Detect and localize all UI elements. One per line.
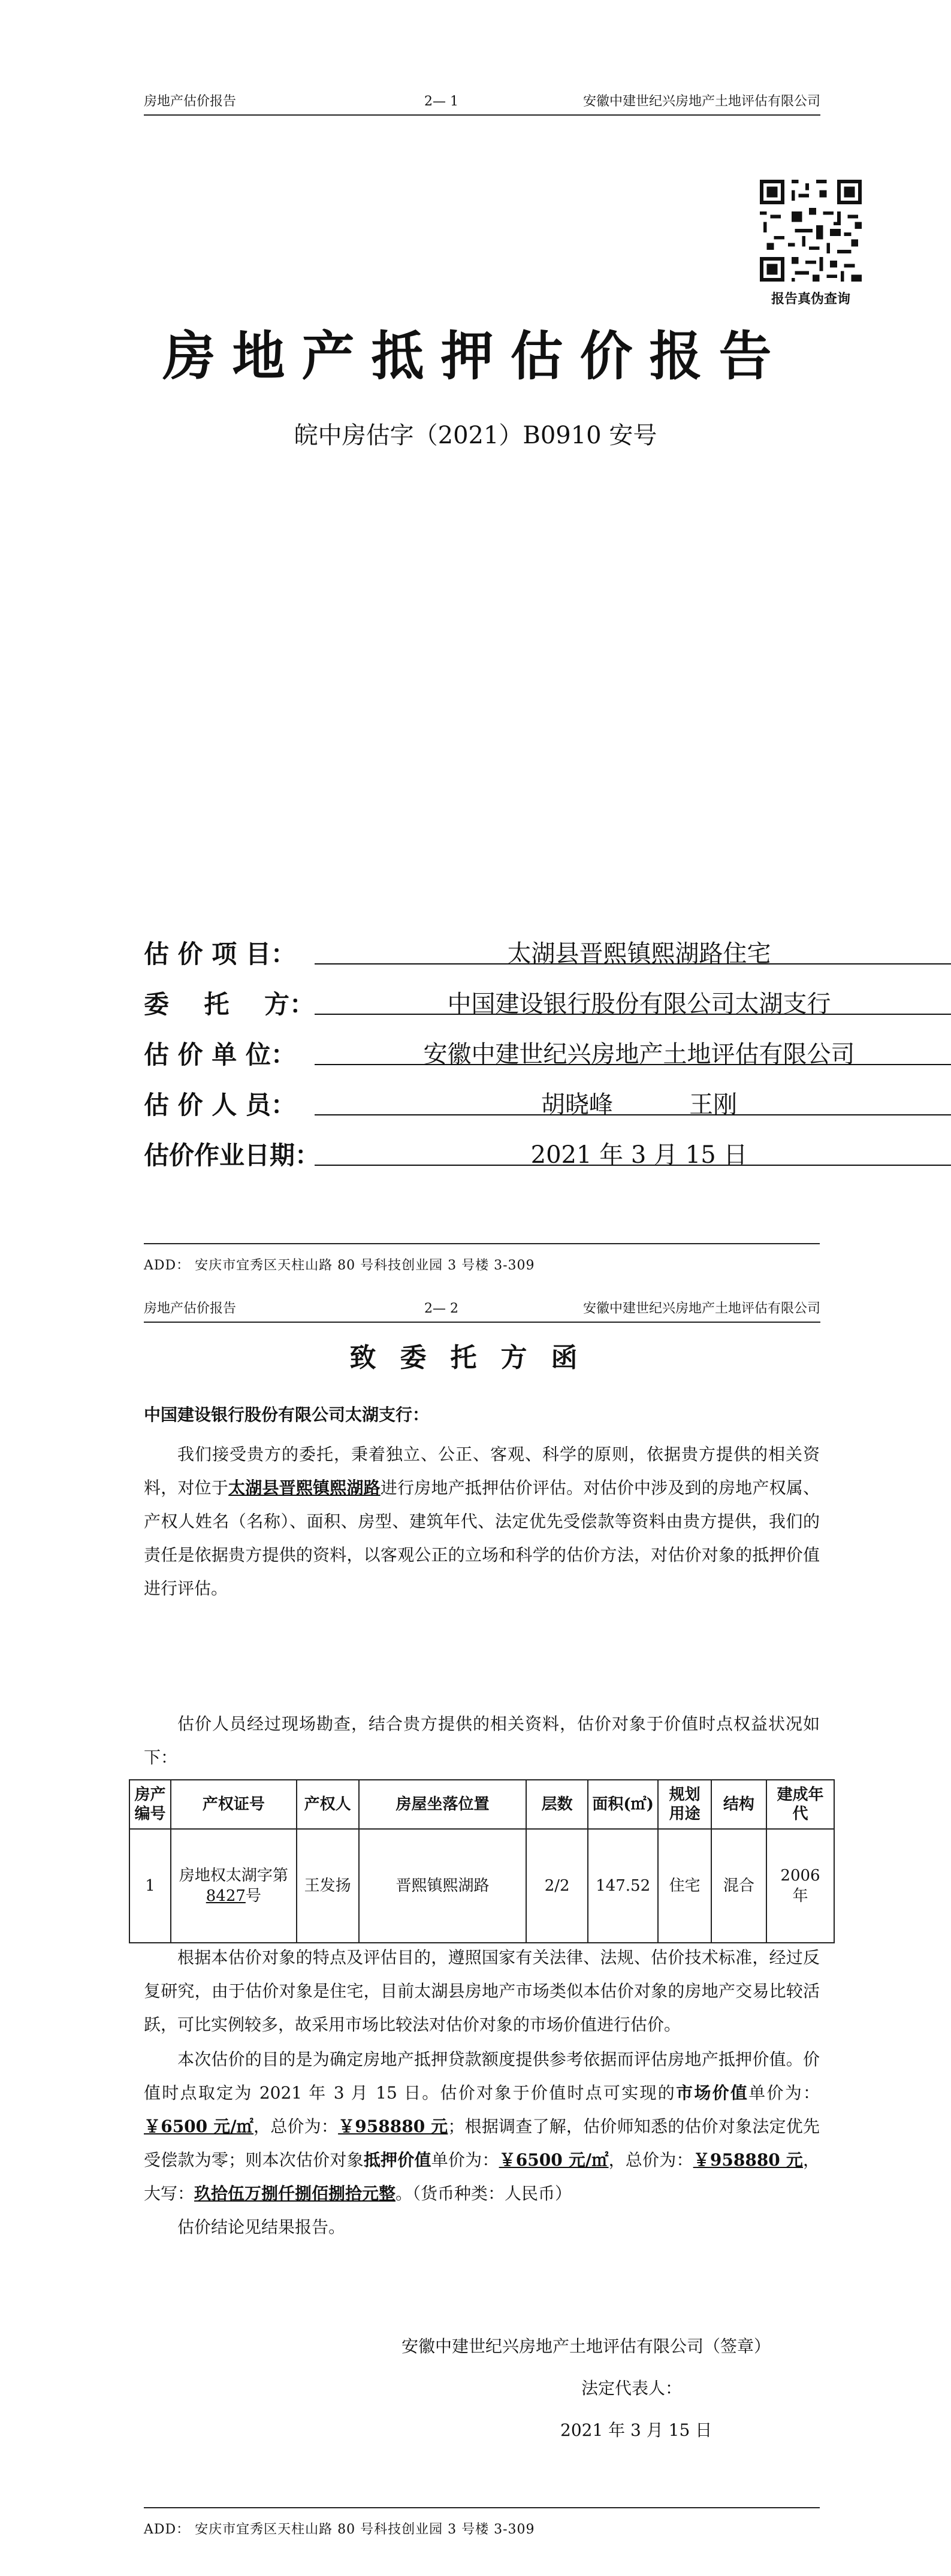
paragraph-3: 根据本估价对象的特点及评估目的，遵照国家有关法律、法规、估价技术标准，经过反复研究，由于估价对象是住宅，目前太湖县房地产市场类似本估价对象的房地产交易比较活跃，可比实例较多，故采用市场比较法对估价对象的市场价值进行估价。 [144, 1948, 820, 2034]
header-page-number: 2— 2 [424, 1301, 458, 1316]
text: 。（货币种类：人民币） [396, 2184, 572, 2203]
signature-representative: 法定代表人： [581, 2378, 683, 2398]
text: 号 [245, 1887, 261, 1905]
col-header: 产权证号 [171, 1780, 297, 1829]
qr-caption: 报告真伪查询 [771, 291, 850, 307]
field-label: 委 托 方： [144, 990, 315, 1019]
cell-owner: 王发扬 [297, 1829, 359, 1943]
market-unit-price: ￥6500 元/㎡ [144, 2117, 253, 2136]
col-header: 面积(㎡) [588, 1780, 659, 1829]
header-left: 房地产估价报告 [144, 94, 237, 109]
qr-code-icon[interactable] [760, 180, 862, 282]
text: 本次估价的目的是为确定房地产抵押贷款额度提供参考依据而评估房地产抵押价值。价值时点取定为 2021 年 3 月 15 日。估价对象于价值时点可实现的 [144, 2049, 820, 2103]
footer-address: ADD： 安庆市宜秀区天柱山路 80 号科技创业园 3 号楼 3-309 [144, 1258, 535, 1273]
header-page-number: 2— 1 [424, 94, 458, 109]
footer-rule [144, 2507, 820, 2508]
field-label: 估 价 人 员： [144, 1090, 296, 1120]
letter-addressee: 中国建设银行股份有限公司太湖支行： [144, 1405, 430, 1425]
field-value: 2021 年 3 月 15 日 [530, 1141, 748, 1169]
text: 进行房地产抵押估价评估。对估价中涉及到的房地产权属、产权人姓名（名称）、面积、房型、建筑年代、法定优先受偿款等资料由贵方提供，我们的责任是依据贵方提供的资料，以客观公正的立场和科学的估价方法，对估价对象的抵押价值进行评估。 [144, 1478, 820, 1598]
text: 房地权太湖字第 [179, 1867, 288, 1885]
field-label: 估 价 单 位： [144, 1040, 296, 1069]
col-header: 产权人 [297, 1780, 359, 1829]
col-header: 结构 [711, 1780, 766, 1829]
text: 单价为： [431, 2150, 499, 2170]
text: 单价为： [748, 2083, 820, 2103]
col-header: 房屋坐落位置 [359, 1780, 527, 1829]
property-table [129, 1779, 835, 1943]
field-value: 安徽中建世纪兴房地产土地评估有限公司 [423, 1041, 855, 1068]
page-header [144, 93, 820, 116]
page-header [144, 1300, 820, 1323]
footer-address: ADD： 安庆市宜秀区天柱山路 80 号科技创业园 3 号楼 3-309 [144, 2522, 535, 2537]
table-row [129, 1829, 834, 1943]
letter-page [0, 1282, 951, 2576]
text: ，总价为： [608, 2150, 693, 2170]
cell-location: 晋熙镇熙湖路 [359, 1829, 527, 1943]
field-label: 估 价 项 目： [144, 939, 296, 969]
text: ；根据调查了解，估价师知悉的估价对象法定优先受偿款为零；则本次估价对象 [144, 2117, 820, 2170]
field-value: 中国建设银行股份有限公司太湖支行 [447, 990, 831, 1018]
market-total-price: ￥958880 元 [338, 2117, 448, 2136]
label-market-value: 市场价值 [676, 2083, 749, 2103]
text: ，大写： [144, 2150, 820, 2203]
report-title: 房地产抵押估价报告 [162, 325, 789, 387]
paragraph-4 [144, 2043, 820, 2211]
cell-use: 住宅 [658, 1829, 711, 1943]
cell-cert [171, 1829, 297, 1943]
cell-structure: 混合 [711, 1829, 766, 1943]
header-company: 安徽中建世纪兴房地产土地评估有限公司 [582, 94, 820, 109]
label-mortgage-value: 抵押价值 [363, 2150, 431, 2170]
cover-page [0, 0, 951, 1282]
location-text: 太湖县晋熙镇熙湖路 [228, 1478, 381, 1498]
paragraph-2: 估价人员经过现场勘查，结合贵方提供的相关资料，估价对象于价值时点权益状况如下： [144, 1714, 820, 1767]
field-label: 估价作业日期： [144, 1141, 321, 1170]
header-company: 安徽中建世纪兴房地产土地评估有限公司 [582, 1301, 820, 1316]
col-header: 层数 [526, 1780, 587, 1829]
paragraph-1 [144, 1438, 820, 1606]
footer-rule [144, 1243, 820, 1244]
paragraph-5: 估价结论见结果报告。 [177, 2217, 346, 2237]
text: 我们接受贵方的委托，秉着独立、公正、客观、科学的原则，依据贵方提供的相关资料，对位于 [144, 1444, 820, 1498]
document-number: 皖中房估字（2021）B0910 安号 [294, 422, 657, 449]
cell-floors: 2/2 [526, 1829, 587, 1943]
col-header: 规划用途 [658, 1780, 711, 1829]
cell-year: 2006 年 [766, 1829, 834, 1943]
col-header: 建成年代 [766, 1780, 834, 1829]
table-header-row [129, 1780, 834, 1829]
mortgage-total-price: ￥958880 元 [693, 2150, 803, 2170]
field-value: 胡晓峰 王刚 [541, 1091, 738, 1118]
field-value: 太湖县晋熙镇熙湖路住宅 [507, 940, 771, 967]
cell-area: 147.52 [588, 1829, 659, 1943]
col-header: 房产编号 [129, 1780, 171, 1829]
mortgage-unit-price: ￥6500 元/㎡ [499, 2150, 609, 2170]
text: ，总价为： [253, 2117, 339, 2136]
cell-no: 1 [129, 1829, 171, 1943]
signature-company: 安徽中建世纪兴房地产土地评估有限公司（签章） [401, 2336, 771, 2356]
letter-title: 致委托方函 [349, 1343, 602, 1373]
signature-date: 2021 年 3 月 15 日 [560, 2420, 713, 2440]
cert-number: 8427 [206, 1887, 246, 1905]
header-left: 房地产估价报告 [144, 1301, 237, 1316]
amount-in-words: 玖拾伍万捌仟捌佰捌拾元整 [194, 2184, 396, 2203]
